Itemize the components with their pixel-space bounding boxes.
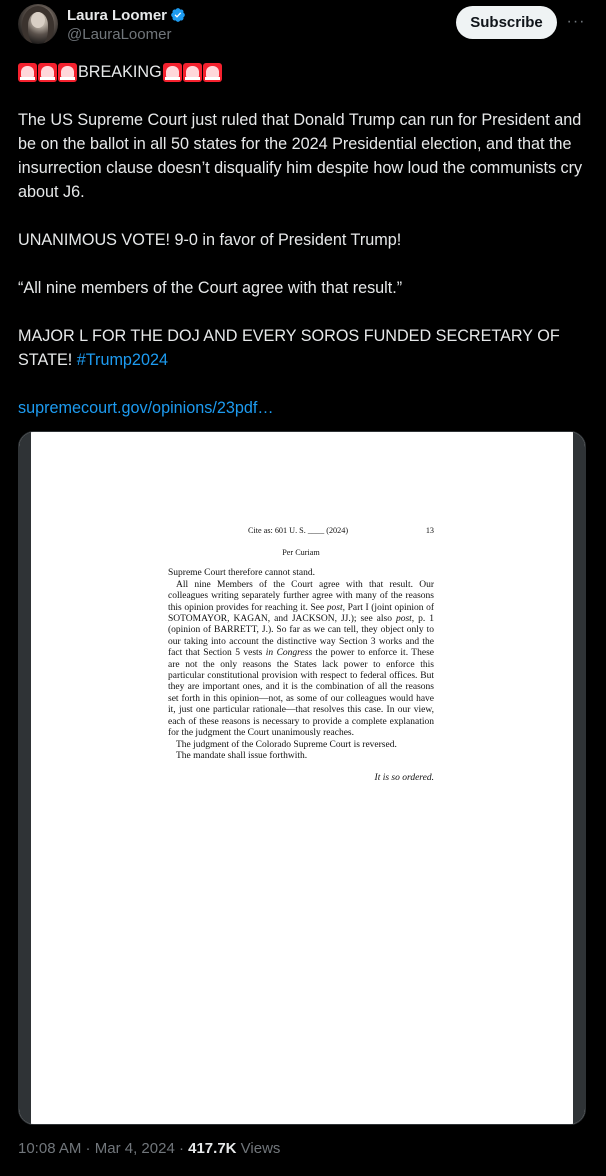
tweet-header: [18, 4, 588, 48]
more-horizontal-icon[interactable]: ···: [566, 13, 586, 30]
avatar[interactable]: [18, 4, 58, 44]
police-siren-icon: [58, 63, 77, 82]
display-name[interactable]: Laura Loomer: [67, 6, 168, 24]
tweet-time[interactable]: 10:08 AM: [18, 1140, 82, 1157]
tweet-url-paragraph: [18, 396, 588, 420]
display-name-row: [67, 5, 186, 25]
breaking-line: [18, 60, 588, 84]
image-letterbox-right: [573, 432, 585, 1124]
author-handle[interactable]: @LauraLoomer: [67, 26, 172, 43]
tweet-metadata: [18, 1140, 280, 1157]
meta-separator: ·: [81, 1140, 95, 1157]
tweet-paragraph: [18, 324, 588, 372]
tweet-paragraph: The US Supreme Court just ruled that Donald Trump can run for President and be on the ballot in all 50 states for the 2024 Presidential election, and that the insurrection clause doesn’t disqualify him despite how loud the communists cry about J6.: [18, 111, 583, 201]
external-link[interactable]: supremecourt.gov/opinions/23pdf…: [18, 399, 274, 417]
breaking-label: BREAKING: [78, 63, 162, 81]
document-paragraph: [168, 580, 434, 740]
police-siren-icon: [163, 63, 182, 82]
document-cite: Cite as: 601 U. S. ____ (2024): [248, 526, 349, 535]
document-text: the power to enforce it. These are not the only reasons the States lack power to enforce this particular constitutional provision with respect to federal offices. But they are important ones, and it is the combination of all the reasons set forth in this opinion—not, as some of our colleagues would have it, just one particular rationale—that resolves this case. In our view, each of these reasons is necessary to provide a complete explanation for the judgment the Court unanimously reaches.: [168, 648, 434, 739]
document-page-number: 13: [425, 526, 434, 535]
document-paragraph: The mandate shall issue forthwith.: [176, 750, 308, 761]
document-paragraph: The judgment of the Colorado Supreme Court is reversed.: [176, 739, 397, 750]
meta-separator: ·: [174, 1140, 189, 1157]
police-siren-icon: [38, 63, 57, 82]
document-italic: post,: [326, 602, 346, 613]
document-ordered: It is so ordered.: [374, 773, 434, 784]
views-count: 417.7K: [188, 1140, 237, 1157]
views-label: Views: [236, 1140, 281, 1157]
tweet-paragraph: “All nine members of the Court agree with that result.”: [18, 279, 403, 297]
tweet-paragraph: UNANIMOUS VOTE! 9-0 in favor of President Trump!: [18, 231, 402, 249]
document-page: [31, 432, 573, 1124]
document-per-curiam: Per Curiam: [282, 548, 320, 557]
avatar-face: [31, 12, 45, 28]
tweet-text: [18, 60, 588, 420]
hashtag-link[interactable]: #Trump2024: [76, 351, 168, 369]
document-text: All nine Members of the Court agree with that result. Our colleagues writing separately further agree with many of the reasons this opinion provides for reaching it. See: [168, 579, 434, 613]
document-italic: in Congress: [265, 648, 313, 659]
opinion-excerpt: [168, 525, 434, 785]
author-info: [67, 5, 186, 43]
police-siren-icon: [183, 63, 202, 82]
document-text: p. 1 (opinion of BARRETT, J.). So far as we can tell, they object only to our taking into account the distinctive way Section 3 works and the fact that Section 5 vests: [168, 614, 434, 659]
image-letterbox-left: [19, 432, 31, 1124]
document-header: [168, 525, 434, 539]
document-text: Part I (joint opinion of SOTOMAYOR, KAGAN, and JACKSON, JJ.); see also: [168, 602, 434, 625]
verified-badge-icon: [170, 7, 186, 23]
document-line: Supreme Court therefore cannot stand.: [168, 568, 315, 579]
police-siren-icon: [18, 63, 37, 82]
tweet-date[interactable]: Mar 4, 2024: [94, 1140, 175, 1157]
subscribe-button[interactable]: Subscribe: [456, 6, 557, 39]
tweet-paragraph-text: MAJOR L FOR THE DOJ AND EVERY SOROS FUNDED SECRETARY OF STATE!: [18, 327, 560, 369]
police-siren-icon: [203, 63, 222, 82]
attached-image[interactable]: [18, 431, 586, 1125]
document-italic: post,: [395, 614, 415, 625]
